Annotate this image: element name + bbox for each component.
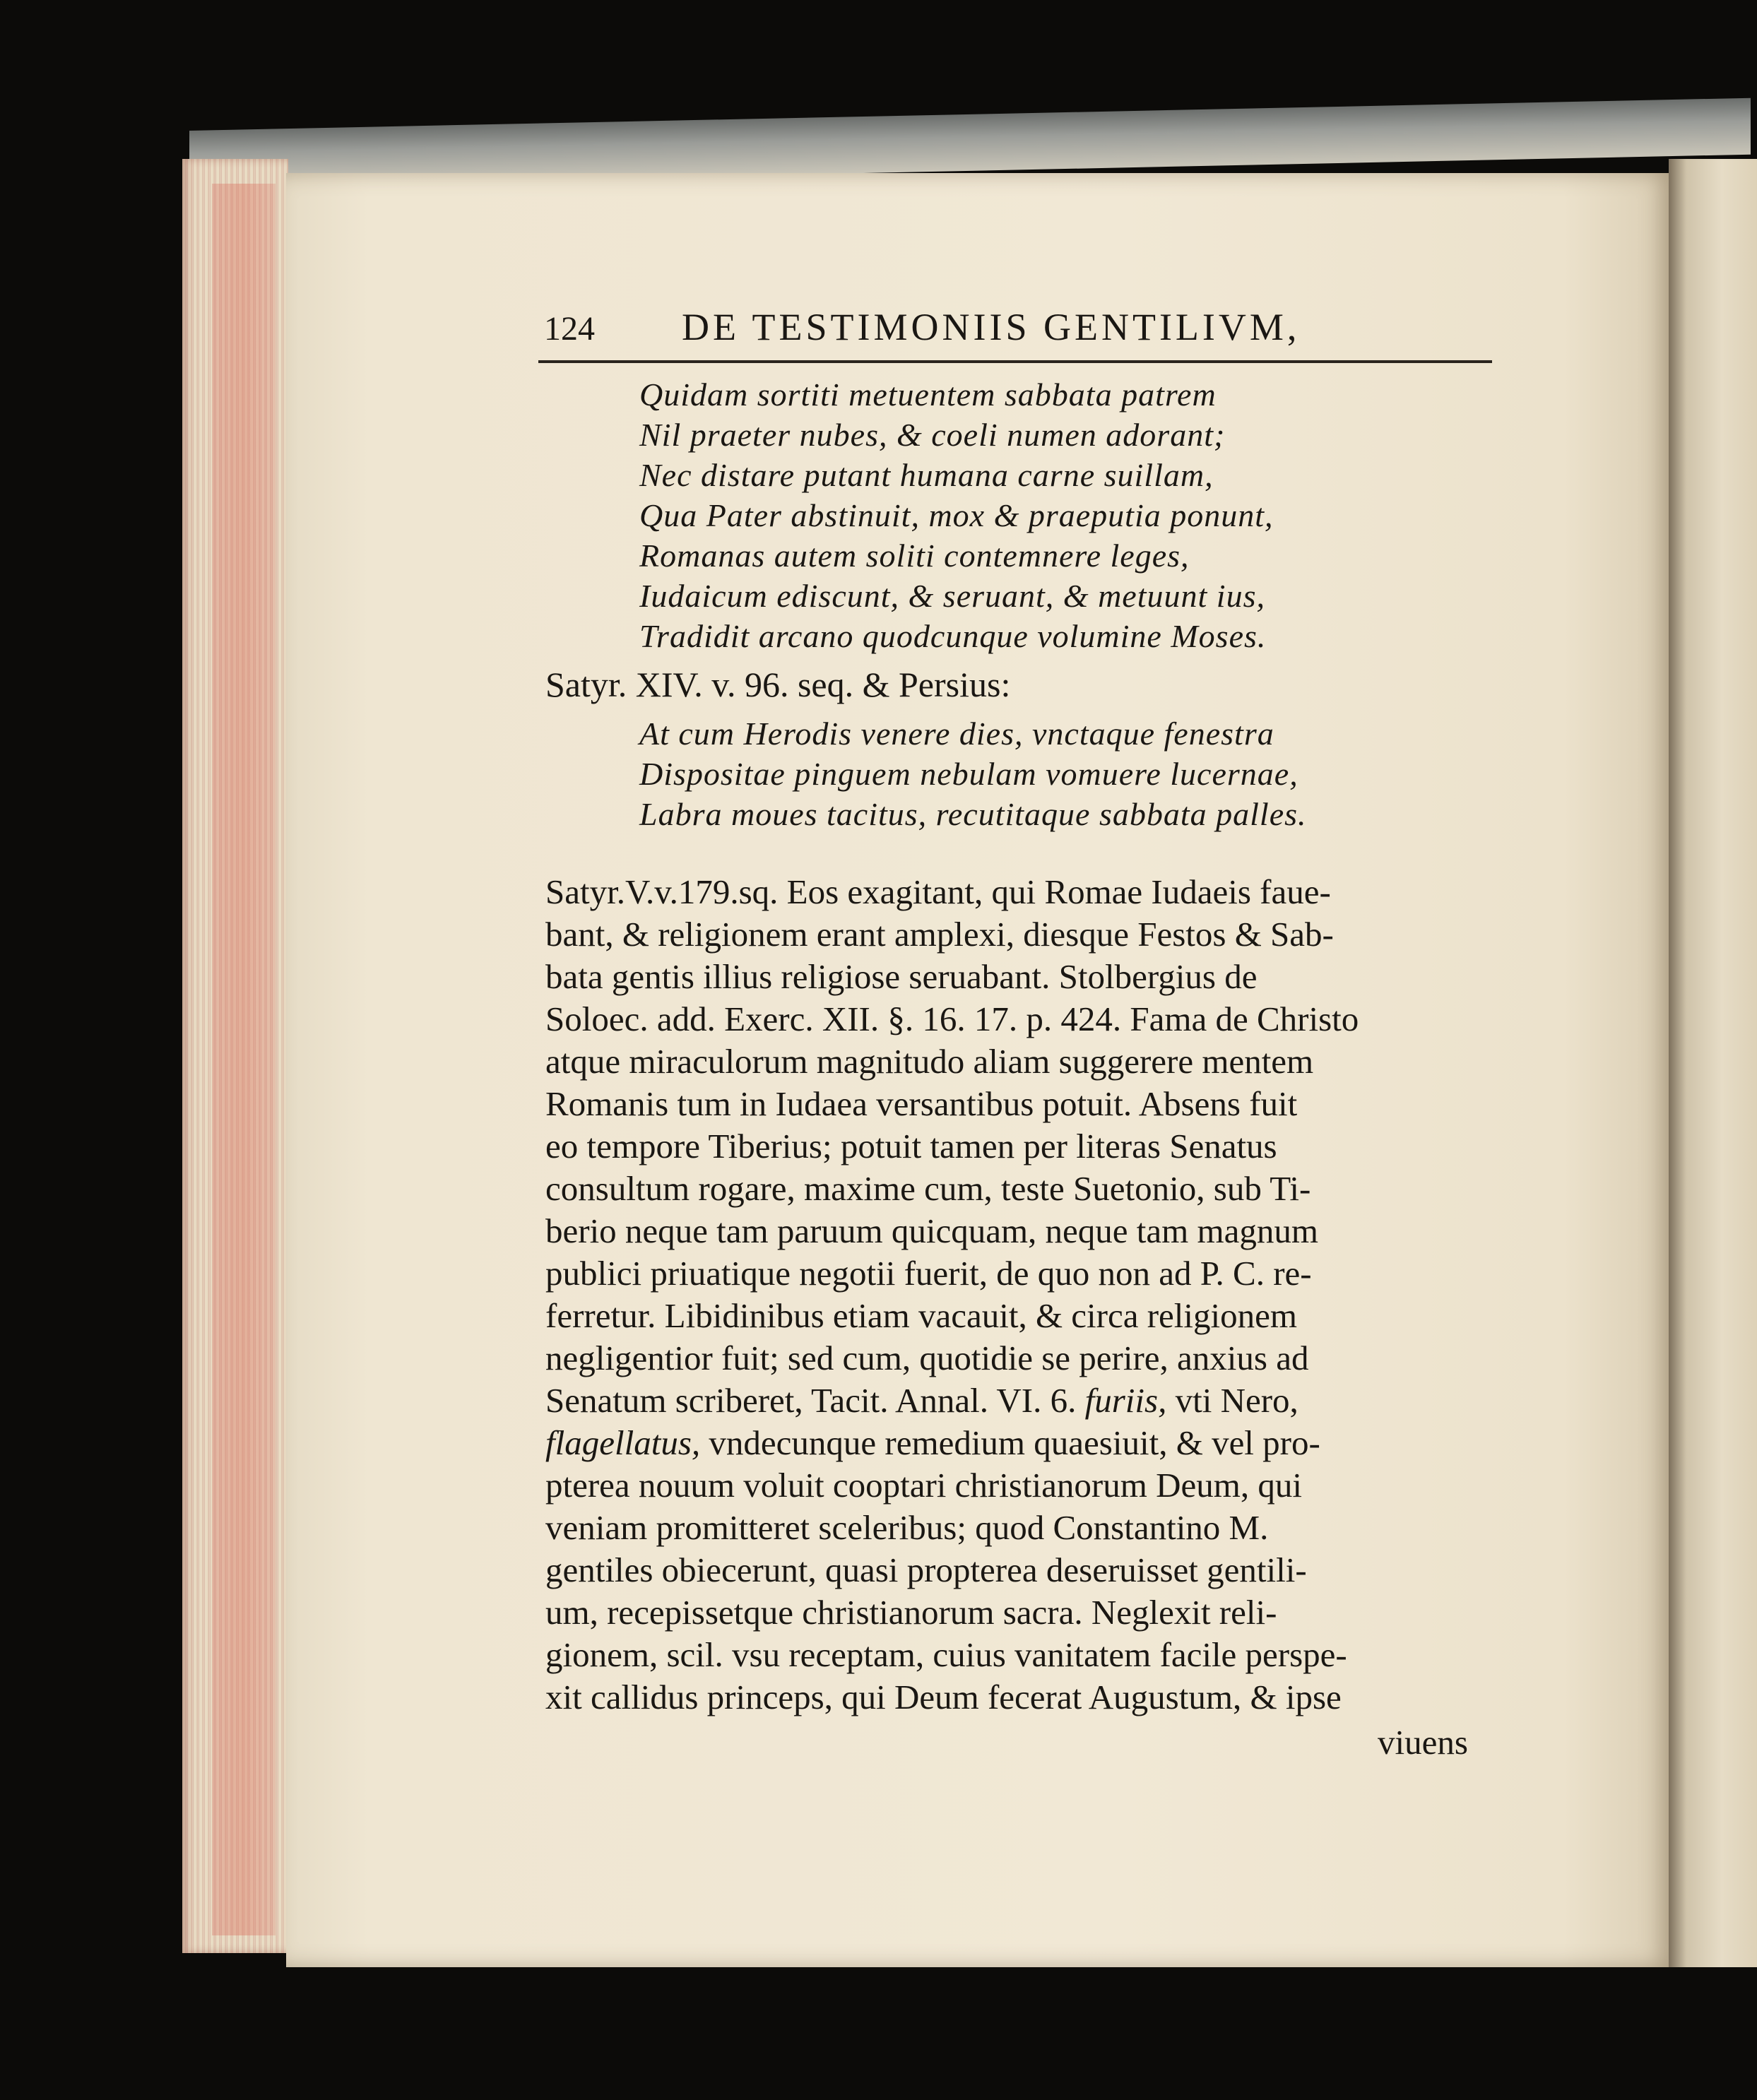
- verse-line: Qua Pater abstinuit, mox & praeputia ponunt,: [639, 497, 1274, 533]
- verse-line: At cum Herodis venere dies, vnctaque fenestra: [639, 716, 1274, 752]
- prose-line: xit callidus princeps, qui Deum fecerat Augustum, & ipse: [545, 1678, 1342, 1716]
- prose-line: atque miraculorum magnitudo aliam suggerere mentem: [545, 1042, 1314, 1081]
- facing-page-edge: [1669, 159, 1757, 1967]
- prose-line: um, recepissetque christianorum sacra. Neglexit reli-: [545, 1593, 1277, 1632]
- verse-line: Nec distare putant humana carne suillam,: [639, 457, 1214, 493]
- prose-line: gionem, scil. vsu receptam, cuius vanitatem facile perspe-: [545, 1635, 1347, 1674]
- verse-line: Dispositae pinguem nebulam vomuere lucernae,: [639, 756, 1298, 792]
- verse-line: Quidam sortiti metuentem sabbata patrem: [639, 376, 1217, 413]
- prose-line: publici priuatique negotii fuerit, de quo non ad P. C. re-: [545, 1254, 1312, 1293]
- prose-segment: vndecunque remedium quaesiuit, & vel pro-: [700, 1423, 1320, 1462]
- prose-line: berio neque tam paruum quicquam, neque tam magnum: [545, 1211, 1319, 1250]
- prose-line: [545, 1423, 1320, 1463]
- prose-line: ferretur. Libidinibus etiam vacauit, & circa religionem: [545, 1296, 1298, 1335]
- prose-line: veniam promitteret sceleribus; quod Constantino M.: [545, 1508, 1269, 1547]
- citation-line: Satyr. XIV. v. 96. seq. & Persius:: [545, 665, 1011, 704]
- verse-line: Labra moues tacitus, recutitaque sabbata palles.: [639, 796, 1307, 832]
- prose-line: [545, 1380, 1298, 1420]
- prose-line: pterea nouum voluit cooptari christianorum Deum, qui: [545, 1466, 1302, 1505]
- prose-line: negligentior fuit; sed cum, quotidie se perire, anxius ad: [545, 1339, 1309, 1377]
- running-head-title: DE TESTIMONIIS GENTILIVM,: [682, 306, 1301, 348]
- prose-line: Soloec. add. Exerc. XII. §. 16. 17. p. 424. Fama de Christo: [545, 999, 1359, 1038]
- prose-line: gentiles obiecerunt, quasi propterea deseruisset gentili-: [545, 1550, 1307, 1589]
- prose-line: Satyr.V.v.179.sq. Eos exagitant, qui Romae Iudaeis faue-: [545, 872, 1331, 911]
- prose-segment: Senatum scriberet, Tacit. Annal. VI. 6.: [545, 1381, 1085, 1420]
- prose-line: bant, & religionem erant amplexi, diesque Festos & Sab-: [545, 915, 1334, 954]
- prose-italic-word: flagellatus,: [545, 1423, 701, 1462]
- prose-italic-word: furiis,: [1084, 1381, 1167, 1420]
- verse-line: Iudaicum ediscunt, & seruant, & metuunt ius,: [639, 578, 1265, 614]
- prose-line: consultum rogare, maxime cum, teste Suetonio, sub Ti-: [545, 1169, 1311, 1208]
- prose-line: Romanis tum in Iudaea versantibus potuit. Absens fuit: [545, 1084, 1298, 1123]
- prose-line: bata gentis illius religiose seruabant. Stolbergius de: [545, 957, 1258, 996]
- prose-line: eo tempore Tiberius; potuit tamen per literas Senatus: [545, 1127, 1277, 1165]
- prose-segment: vti Nero,: [1166, 1381, 1298, 1420]
- page-number: 124: [544, 310, 595, 348]
- catchword: viuens: [1378, 1723, 1468, 1762]
- verse-line: Romanas autem soliti contemnere leges,: [639, 538, 1190, 574]
- verse-line: Tradidit arcano quodcunque volumine Moses.: [639, 618, 1267, 654]
- verse-line: Nil praeter nubes, & coeli numen adorant;: [639, 417, 1226, 453]
- header-rule: [538, 360, 1492, 363]
- red-stained-edges: [212, 184, 276, 1935]
